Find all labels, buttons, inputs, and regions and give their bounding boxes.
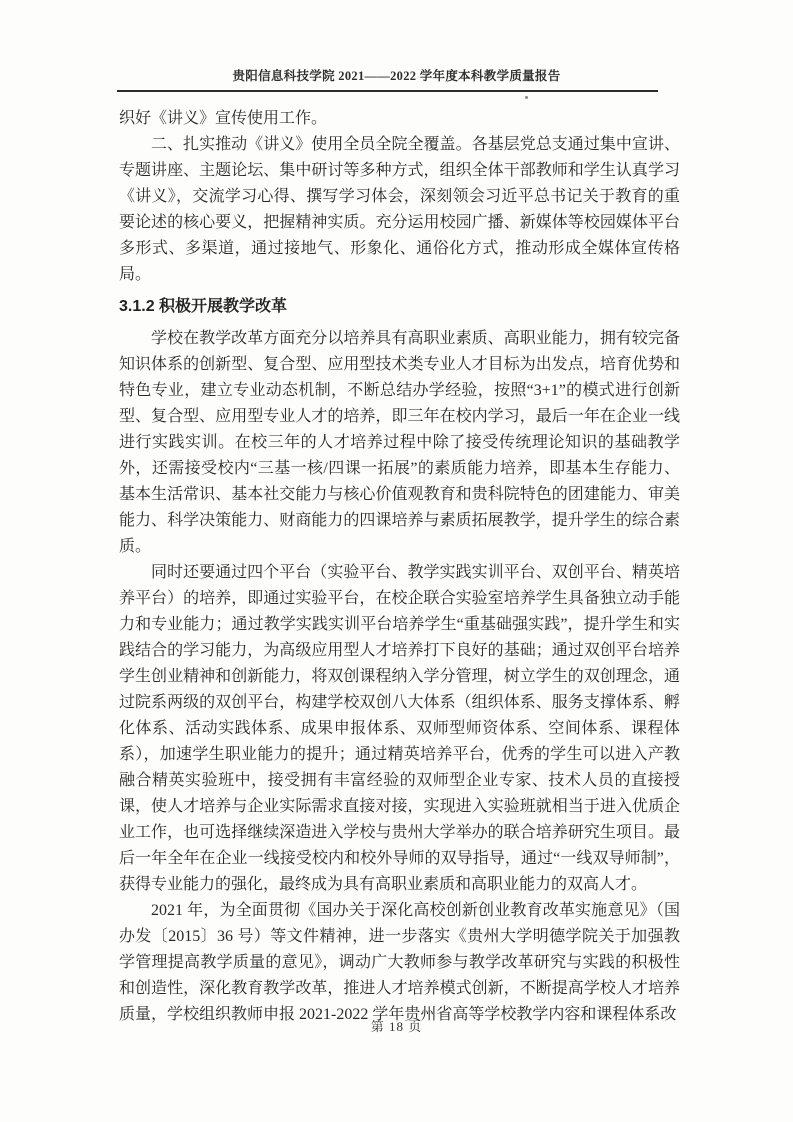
scan-artifact-dot — [525, 96, 528, 99]
document-body — [119, 106, 680, 1028]
page-footer — [0, 1016, 793, 1036]
paragraph-four-platforms: 同时还要通过四个平台（实验平台、教学实践实训平台、双创平台、精英培养平台）的培养，即通过实验平台，在校企联合实验室培养学生具备独立动手能力和专业能力；通过教学实践实训平台培养学生“重基础强实践”，提升学生和实践结合的学习能力，为高级应用型人才培养打下良好的基础；通过双创平台培养学生创业精神和创新能力，将双创课程纳入学分管理，树立学生的双创理念，通过院系两级的双创平台，构建学校双创八大体系（组织体系、服务支撑体系、孵化体系、活动实践体系、成果申报体系、双师型师资体系、空间体系、课程体系），加速学生职业能力的提升；通过精英培养平台，优秀的学生可以进入产教融合精英实验班中，接受拥有丰富经验的双师型企业专家、技术人员的直接授课，使人才培养与企业实际需求直接对接，实现进入实验班就相当于进入优质企业工作，也可选择继续深造进入学校与贵州大学举办的联合培养研究生项目。最后一年全年在企业一线接受校内和校外导师的双导指导，通过“一线双导师制”，获得专业能力的强化，最终成为具有高职业素质和高职业能力的双高人才。 — [119, 564, 680, 893]
paragraph-jiangyi-promotion: 二、扎实推动《讲义》使用全员全院全覆盖。各基层党总支通过集中宣讲、专题讲座、主题论坛、集中研讨等多种方式，组织全体干部教师和学生认真学习《讲义》，交流学习心得、撰写学习体会，深刻领会习近平总书记关于教育的重要论述的核心要义，把握精神实质。充分运用校园广播、新媒体等校园媒体平台多形式、多渠道，通过接地气、形象化、通俗化方式，推动形成全媒体宣传格局。 — [119, 136, 680, 283]
page-number: 第 18 页 — [370, 1019, 423, 1034]
running-header-title: 贵阳信息科技学院 2021——2022 学年度本科教学质量报告 — [232, 69, 561, 83]
header-rule — [117, 90, 658, 92]
section-heading-3-1-2: 3.1.2 积极开展教学改革 — [119, 298, 288, 315]
paragraph-teaching-reform: 学校在教学改革方面充分以培养具有高职业素质、高职业能力，拥有较完备知识体系的创新型、复合型、应用型技术类专业人才目标为出发点，培育优势和特色专业，建立专业动态机制，不断总结办学经验，按照“3+1”的模式进行创新型、复合型、应用型专业人才的培养，即三年在校内学习，最后一年在企业一线进行实践实训。在校三年的人才培养过程中除了接受传统理论知识的基础教学外，还需接受校内“三基一核/四课一拓展”的素质能力培养，即基本生存能力、基本生活常识、基本社交能力与核心价值观教育和贵科院特色的团建能力、审美能力、科学决策能力、财商能力的四课培养与素质拓展教学，提升学生的综合素质。 — [119, 330, 680, 555]
paragraph-continued-from-previous-page: 织好《讲义》宣传使用工作。 — [119, 110, 328, 127]
paragraph-2021-policy: 2021 年，为全面贯彻《国办关于深化高校创新创业教育改革实施意见》（国办发〔2015〕36 号）等文件精神，进一步落实《贵州大学明德学院关于加强教学管理提高教学质量的意见》，调动广大教师参与教学改革研究与实践的积极性和创造性，深化教育教学改革，推进人才培养模式创新，不断提高学校人才培养质量，学校组织教师申报 2021-2022 学年贵州省高等学校教学内容和课程体系改 — [119, 902, 680, 1023]
